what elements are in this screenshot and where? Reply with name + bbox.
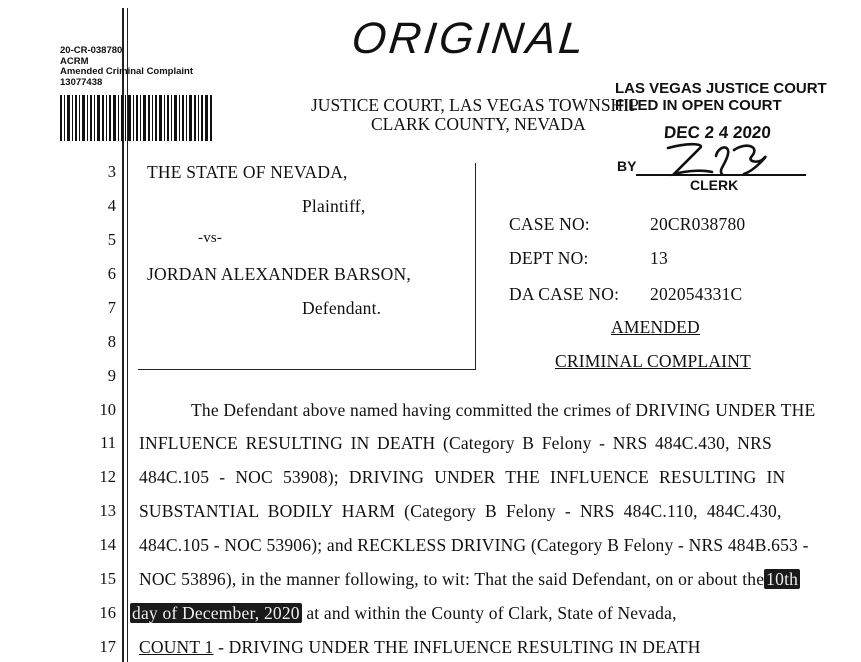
filed-stamp-clerk: CLERK — [690, 177, 739, 193]
line-number: 5 — [107, 230, 116, 249]
original-stamp: ORIGINAL — [349, 14, 589, 63]
case-no-label: CASE NO: — [509, 214, 590, 234]
highlighted-date: day of December, 2020 — [132, 603, 300, 623]
barcode-image — [60, 95, 212, 141]
line-number: 9 — [107, 366, 116, 385]
clerk-signature — [660, 136, 780, 180]
doc-code-text: ACRM — [60, 55, 89, 67]
line-number: 14 — [99, 535, 116, 554]
doc-number-text: 13077438 — [60, 76, 103, 88]
caption-bottom-rule — [138, 369, 476, 370]
line-number: 6 — [107, 264, 116, 283]
line-number: 10 — [99, 400, 116, 419]
body-line — [139, 569, 800, 590]
line-number: 3 — [107, 162, 116, 181]
case-ref-text: 20-CR-038780 — [60, 45, 123, 56]
dept-no-value: 13 — [650, 248, 668, 268]
heading-criminal-complaint: CRIMINAL COMPLAINT — [555, 351, 751, 371]
filed-stamp-court: LAS VEGAS JUSTICE COURT — [615, 80, 827, 97]
barcode-label — [60, 46, 193, 88]
body-line: 484C.105 - NOC 53906); and RECKLESS DRIVING (Category B Felony - NRS 484B.653 - — [139, 535, 809, 555]
line-number: 16 — [99, 603, 116, 622]
da-case-no-label: DA CASE NO: — [509, 284, 620, 304]
line-number: 4 — [107, 196, 116, 215]
plaintiff-role: Plaintiff, — [302, 196, 366, 216]
court-name: JUSTICE COURT, LAS VEGAS TOWNSHIP — [311, 95, 639, 115]
heading-amended: AMENDED — [611, 317, 700, 337]
line-number: 7 — [107, 298, 116, 317]
line-number: 11 — [100, 433, 116, 452]
filed-stamp-by-label: BY — [617, 158, 637, 174]
body-line: The Defendant above named having committed the crimes of DRIVING UNDER THE — [191, 400, 816, 420]
dept-no-label: DEPT NO: — [509, 248, 589, 268]
body-text: NOC 53896), in the manner following, to wit: That the said Defendant, on or about the — [139, 569, 765, 589]
body-line — [130, 603, 677, 624]
case-no-value: 20CR038780 — [650, 214, 746, 234]
defendant-name: JORDAN ALEXANDER BARSON, — [147, 264, 411, 284]
body-line: SUBSTANTIAL BODILY HARM (Category B Felony - NRS 484C.110, 484C.430, — [139, 501, 782, 521]
court-county: CLARK COUNTY, NEVADA — [371, 114, 586, 134]
highlighted-date: 10th — [766, 569, 799, 589]
plaintiff-name: THE STATE OF NEVADA, — [147, 162, 348, 182]
count-title: - DRIVING UNDER THE INFLUENCE RESULTING IN DEATH — [213, 637, 701, 657]
line-number: 8 — [107, 332, 116, 351]
line-number: 15 — [99, 569, 116, 588]
caption-vertical-rule — [475, 163, 476, 369]
versus-text: -vs- — [198, 230, 223, 246]
body-text: at and within the County of Clark, State of Nevada, — [306, 603, 677, 623]
body-line — [139, 637, 701, 658]
line-number: 13 — [99, 501, 116, 520]
line-number: 12 — [99, 467, 116, 486]
body-line: 484C.105 - NOC 53908); DRIVING UNDER THE INFLUENCE RESULTING IN — [139, 467, 786, 487]
filed-stamp-filed: FILED IN OPEN COURT — [615, 97, 782, 114]
count-label: COUNT 1 — [139, 637, 214, 657]
defendant-role: Defendant. — [302, 298, 382, 318]
line-number: 17 — [99, 637, 116, 656]
filed-stamp-date: DEC 2 4 2020 — [663, 123, 772, 142]
da-case-no-value: 202054331C — [650, 284, 743, 304]
body-line: INFLUENCE RESULTING IN DEATH (Category B Felony - NRS 484C.430, NRS — [139, 433, 772, 453]
doc-title-text: Amended Criminal Complaint — [60, 66, 194, 77]
